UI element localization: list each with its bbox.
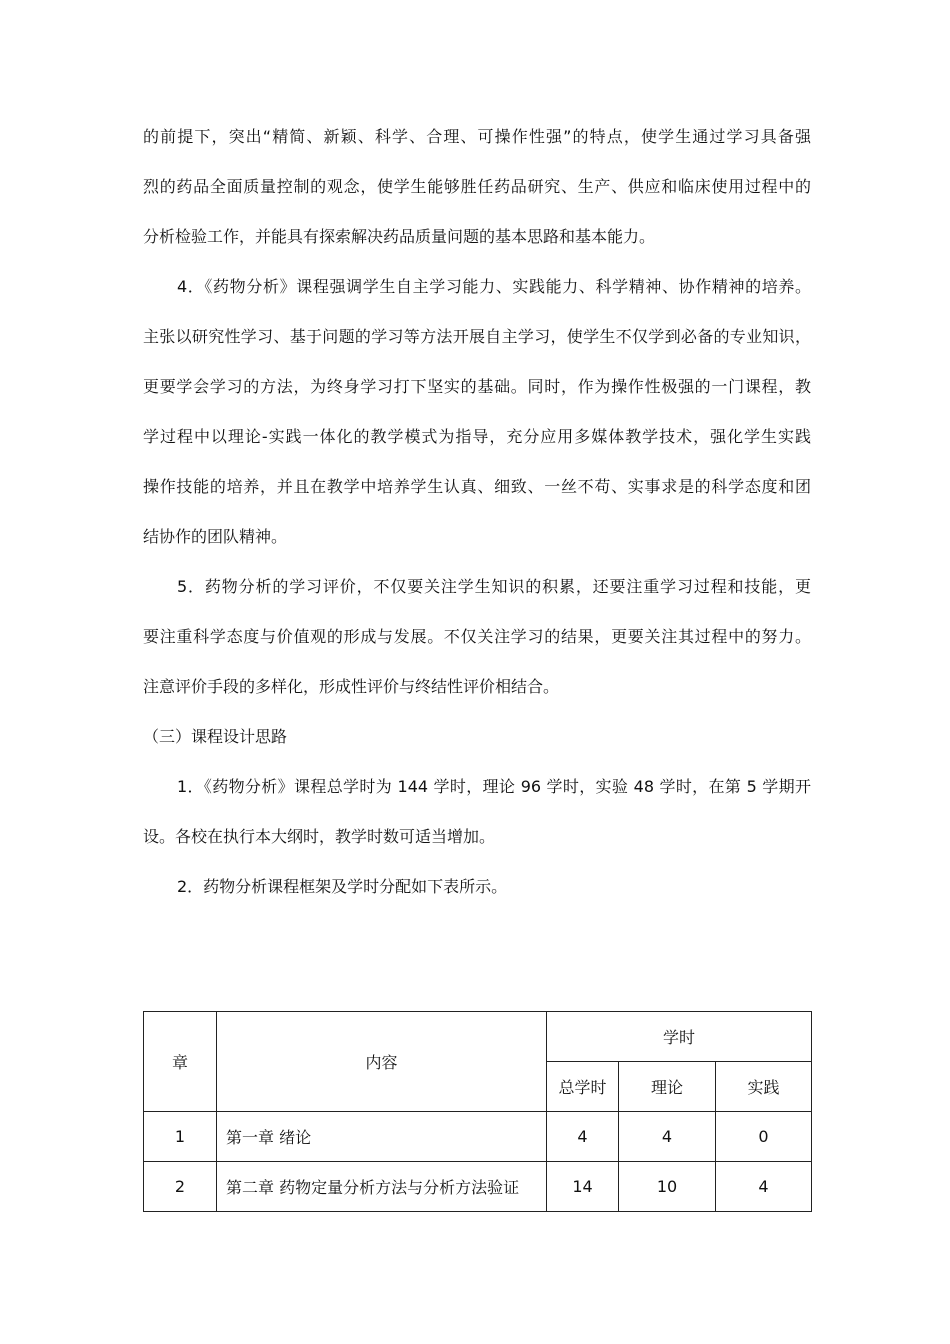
header-chapter: 章 [144,1012,217,1112]
paragraph-line: 操作技能的培养，并且在教学中培养学生认真、细致、一丝不苟、实事求是的科学态度和团 [143,477,811,496]
paragraph-line: 注意评价手段的多样化，形成性评价与终结性评价相结合。 [143,677,560,696]
header-total-hours: 总学时 [547,1062,619,1112]
cell-practice-hours: 0 [716,1112,812,1162]
paragraph-line: 要注重科学态度与价值观的形成与发展。不仅关注学习的结果，更要关注其过程中的努力。 [143,627,811,646]
course-hours-table [143,1011,812,1212]
paragraph-line: 分析检验工作，并能具有探索解决药品质量问题的基本思路和基本能力。 [143,227,656,246]
paragraph-line: 设。各校在执行本大纲时，教学时数可适当增加。 [143,827,496,846]
header-theory-hours: 理论 [619,1062,716,1112]
table-header-row [144,1012,812,1062]
paragraph-line: 5．药物分析的学习评价，不仅要关注学生知识的积累，还要注重学习过程和技能，更 [177,577,811,596]
section-heading: （三）课程设计思路 [143,727,288,746]
paragraph-line: 主张以研究性学习、基于问题的学习等方法开展自主学习，使学生不仅学到必备的专业知识， [143,327,811,346]
table-row [144,1162,812,1212]
paragraph-line: 4．《药物分析》课程强调学生自主学习能力、实践能力、科学精神、协作精神的培养。 [177,277,811,296]
paragraph-line: 烈的药品全面质量控制的观念，使学生能够胜任药品研究、生产、供应和临床使用过程中的 [143,177,811,196]
paragraph-line: 结协作的团队精神。 [143,527,288,546]
header-content: 内容 [217,1012,547,1112]
table-row [144,1112,812,1162]
paragraph-line: 2．药物分析课程框架及学时分配如下表所示。 [177,877,508,896]
header-practice-hours: 实践 [716,1062,812,1112]
cell-content: 第一章 绪论 [217,1112,547,1162]
paragraph-line: 更要学会学习的方法，为终身学习打下坚实的基础。同时，作为操作性极强的一门课程，教 [143,377,811,396]
cell-theory-hours: 10 [619,1162,716,1212]
cell-chapter: 1 [144,1112,217,1162]
cell-practice-hours: 4 [716,1162,812,1212]
paragraph-line: 学过程中以理论-实践一体化的教学模式为指导，充分应用多媒体教学技术，强化学生实践 [143,427,811,446]
header-hours: 学时 [547,1012,812,1062]
cell-total-hours: 4 [547,1112,619,1162]
cell-total-hours: 14 [547,1162,619,1212]
paragraph-line: 的前提下，突出“精简、新颖、科学、合理、可操作性强”的特点，使学生通过学习具备强 [143,127,811,146]
paragraph-line: 1．《药物分析》课程总学时为 144 学时，理论 96 学时，实验 48 学时，在第 5 学期开 [177,777,811,796]
cell-theory-hours: 4 [619,1112,716,1162]
cell-content: 第二章 药物定量分析方法与分析方法验证 [217,1162,547,1212]
cell-chapter: 2 [144,1162,217,1212]
